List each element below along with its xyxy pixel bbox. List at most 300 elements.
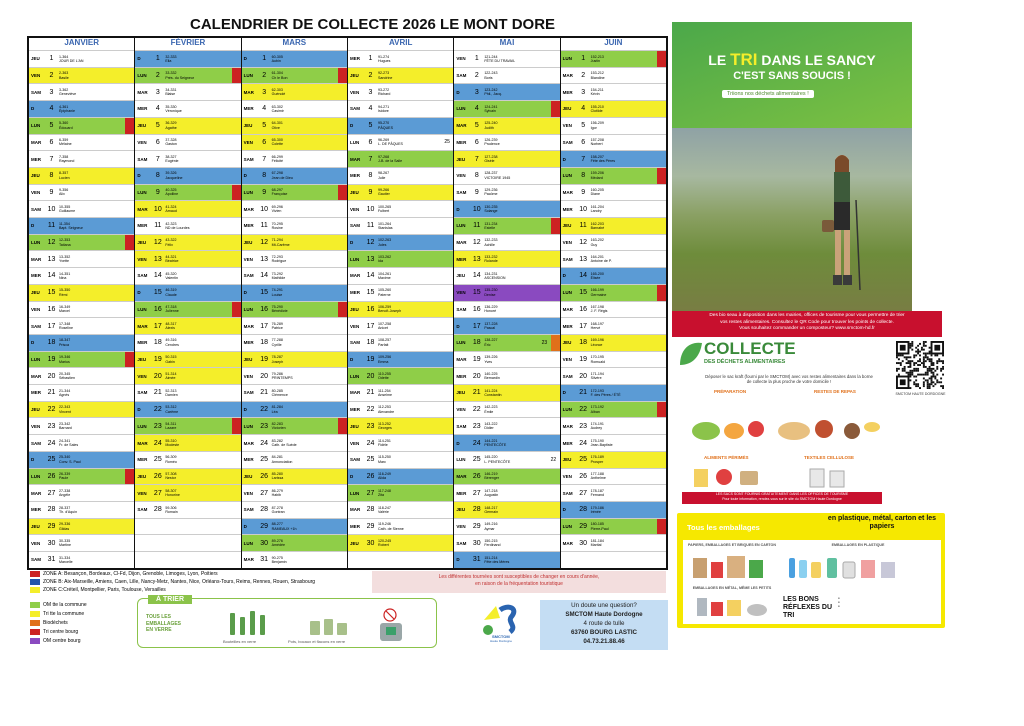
week-number: 23	[542, 335, 551, 351]
collecte-text	[694, 374, 884, 384]
day-row	[242, 468, 347, 485]
qr-code-icon[interactable]	[896, 341, 944, 389]
day-info	[272, 151, 347, 167]
weekday: VEN	[454, 285, 469, 301]
day-info	[378, 519, 453, 535]
day-row	[561, 200, 666, 217]
weekday: SAM	[454, 302, 469, 318]
weekday: MER	[454, 251, 469, 267]
day-count: 136-229	[484, 305, 498, 310]
saint-name: Conv. S. Paul	[59, 459, 81, 464]
day-count: 179-186	[590, 505, 604, 510]
saint-name: Cath. de Sienne	[377, 526, 404, 531]
day-count: 97-268	[377, 154, 390, 159]
day-row	[454, 50, 559, 67]
weekday: JEU	[29, 519, 44, 535]
day-count: 131-234	[484, 221, 498, 226]
weekday: MER	[29, 385, 44, 401]
day-info	[484, 485, 559, 501]
day-info	[272, 201, 347, 217]
day-count: 125-240	[484, 121, 498, 126]
day-row	[454, 417, 559, 434]
day-row	[242, 217, 347, 234]
day-number: 14	[44, 268, 59, 284]
day-count: 9-356	[59, 188, 69, 193]
empty-day	[135, 518, 240, 535]
month-name: JUIN	[604, 38, 623, 47]
day-row	[561, 234, 666, 251]
day-info	[591, 285, 657, 301]
saint-name: Olive	[271, 125, 280, 130]
day-row	[135, 267, 240, 284]
saint-name: Barnabé	[590, 225, 605, 230]
day-count: 1-364	[59, 54, 69, 59]
days-list	[348, 50, 453, 568]
day-row	[242, 267, 347, 284]
saint-name: Antoine de P.	[590, 259, 612, 264]
weekday: JEU	[348, 185, 363, 201]
saint-name: Félix	[165, 242, 173, 247]
day-number: 25	[469, 452, 484, 468]
day-row	[29, 117, 134, 134]
day-count: 47-318	[165, 305, 177, 310]
day-count: 70-295	[271, 221, 283, 226]
day-info	[165, 185, 231, 201]
saint-name: Blaise	[165, 92, 176, 97]
day-count: 151-214	[484, 555, 498, 560]
saint-name: Carême	[165, 409, 179, 414]
legend-text: Tri tte la commune	[43, 610, 85, 617]
saint-name: Rosine	[271, 225, 283, 230]
month-name: JANVIER	[64, 38, 99, 47]
day-count: 148-217	[484, 505, 498, 510]
day-row	[29, 451, 134, 468]
day-count: 12-353	[59, 238, 71, 243]
day-row	[454, 100, 559, 117]
saint-name: Marcel	[59, 309, 70, 314]
day-number: 8	[363, 168, 378, 184]
day-row	[29, 484, 134, 501]
weekday: MER	[242, 335, 257, 351]
day-count: 69-296	[271, 204, 283, 209]
day-row	[561, 534, 666, 551]
weekday: SAM	[348, 452, 363, 468]
tip-bullet-1: ●	[838, 596, 840, 600]
weekday: MER	[348, 51, 363, 67]
saint-name: ND de Lourdes	[165, 225, 190, 230]
weekday: MAR	[242, 201, 257, 217]
saint-name: ASCENSION	[484, 275, 506, 280]
day-number: 6	[469, 135, 484, 151]
weekday: LUN	[348, 368, 363, 384]
redbox-line-1: Des bio seau à disposition dans les mairies, offices de tourisme pour vous permettre de trier	[709, 313, 905, 318]
day-count: 166-199	[590, 288, 604, 293]
day-info	[591, 235, 666, 251]
day-info	[59, 302, 134, 318]
saint-name: Boris	[484, 75, 493, 80]
saint-name: Fête des Mères	[484, 559, 510, 564]
saint-name: Roseline	[59, 326, 73, 331]
day-number: 15	[363, 285, 378, 301]
day-info	[272, 185, 338, 201]
day-row	[348, 217, 453, 234]
day-number: 20	[576, 368, 591, 384]
day-number: 14	[150, 268, 165, 284]
saint-name: Aimée	[165, 376, 176, 381]
day-count: 29-336	[59, 522, 71, 527]
day-info	[484, 235, 559, 251]
day-count: 177-188	[590, 472, 604, 477]
day-row	[454, 301, 559, 318]
day-row	[348, 367, 453, 384]
day-count: 63-302	[271, 104, 283, 109]
day-count: 50-315	[165, 355, 177, 360]
saint-name: JOUR DE L'AN	[59, 58, 84, 63]
saint-name: Véronique	[165, 108, 182, 113]
weekday: D	[242, 285, 257, 301]
day-count: 111-254	[377, 388, 391, 393]
day-info	[165, 452, 240, 468]
weekday: SAM	[454, 68, 469, 84]
weekday: LUN	[348, 485, 363, 501]
day-count: 153-212	[590, 71, 604, 76]
day-row	[29, 551, 134, 568]
day-number: 14	[363, 268, 378, 284]
qr-area	[893, 338, 948, 418]
day-count: 57-308	[165, 472, 177, 477]
poster-title-tri: TRI	[730, 50, 758, 69]
day-row	[454, 317, 559, 334]
saint-name: Anicet	[377, 326, 388, 331]
weekday: D	[135, 168, 150, 184]
note-line-1: Les différentes tournées sont susceptibles de changer en cours d'année,	[438, 574, 600, 580]
saint-name: Augustin	[484, 493, 499, 498]
day-count: 174-191	[590, 422, 604, 426]
weekday: MER	[454, 368, 469, 384]
legend-text: Tri centre bourg	[43, 628, 79, 635]
day-row	[135, 334, 240, 351]
day-number: 11	[44, 218, 59, 234]
day-info	[165, 151, 240, 167]
day-number: 26	[44, 469, 59, 485]
day-info	[378, 285, 453, 301]
day-number: 21	[363, 385, 378, 401]
day-info	[591, 168, 657, 184]
collecte-text-1: Déposer le sac kraft (fourni par le SMCTOM) avec vos restes alimentaires dans la borne	[705, 374, 873, 379]
collection-marker	[338, 302, 347, 318]
day-row	[561, 334, 666, 351]
zone-item	[30, 586, 370, 594]
day-info	[591, 218, 666, 234]
day-count: 90-275	[271, 555, 283, 560]
weekday: SAM	[242, 151, 257, 167]
saint-name: Rolande	[484, 259, 498, 264]
saint-name: Jacqueline	[165, 175, 183, 180]
saint-name: Achille	[484, 242, 495, 247]
food-icons	[684, 407, 884, 453]
day-number: 22	[257, 402, 272, 418]
day-number: 19	[576, 352, 591, 368]
day-count: 87-278	[271, 505, 283, 510]
saint-name: Solange	[484, 209, 498, 214]
saint-name: Stanislas	[377, 225, 393, 230]
day-row	[561, 50, 666, 67]
saint-name: Igor	[590, 125, 597, 130]
weekday: SAM	[454, 185, 469, 201]
day-count: 119-246	[377, 522, 391, 527]
day-number: 1	[44, 51, 59, 67]
day-row	[29, 83, 134, 100]
day-number: 21	[469, 385, 484, 401]
day-info	[591, 51, 657, 67]
weekday: LUN	[29, 235, 44, 251]
day-row	[348, 117, 453, 134]
day-info	[378, 402, 453, 418]
day-number: 21	[576, 385, 591, 401]
day-info	[484, 385, 559, 401]
saint-name: Agnès	[59, 392, 70, 397]
day-row	[29, 100, 134, 117]
weekday: MER	[242, 452, 257, 468]
day-info	[272, 302, 338, 318]
saint-name: Guy	[590, 242, 598, 247]
day-info	[591, 485, 666, 501]
weekday: D	[348, 118, 363, 134]
day-number: 16	[469, 302, 484, 318]
day-info	[272, 469, 347, 485]
saint-name: Patrice	[271, 326, 283, 331]
saint-name: Fulbert	[377, 209, 390, 214]
day-info	[272, 235, 347, 251]
day-number: 8	[469, 168, 484, 184]
day-count: 128-237	[484, 171, 498, 176]
day-row	[135, 484, 240, 501]
day-count: 117-248	[377, 488, 391, 493]
weekday: SAM	[242, 268, 257, 284]
saint-name: Norbert	[590, 142, 603, 147]
weekday: JEU	[454, 502, 469, 518]
day-info	[59, 335, 134, 351]
day-info	[591, 352, 666, 368]
day-info	[484, 302, 559, 318]
day-number: 19	[44, 352, 59, 368]
day-info	[272, 385, 347, 401]
day-row	[561, 434, 666, 451]
poster-title-sancy: DANS LE SANCY	[761, 52, 876, 68]
weekday: MAR	[454, 235, 469, 251]
weekday: LUN	[561, 51, 576, 67]
day-row	[29, 468, 134, 485]
day-row	[29, 234, 134, 251]
day-row	[242, 200, 347, 217]
day-info	[378, 251, 453, 267]
day-count: 150-215	[484, 538, 498, 543]
weekday: MAR	[242, 84, 257, 100]
day-number: 7	[257, 151, 272, 167]
day-info	[59, 151, 134, 167]
touristic-note	[372, 571, 666, 593]
day-number: 23	[257, 418, 272, 434]
saint-name: Habib	[271, 493, 282, 498]
day-info	[272, 452, 347, 468]
day-count: 66-299	[271, 154, 283, 159]
day-number: 10	[150, 201, 165, 217]
day-info	[378, 535, 453, 551]
day-info	[59, 385, 134, 401]
day-row	[135, 434, 240, 451]
weekday: MAR	[348, 385, 363, 401]
day-info	[59, 485, 134, 501]
weekday: LUN	[454, 101, 469, 117]
day-number: 7	[576, 151, 591, 167]
day-row	[242, 67, 347, 84]
glass-caption-2: Pots, bocaux et flacons en verre	[288, 639, 346, 644]
day-count: 106-259	[377, 305, 392, 310]
weekday: LUN	[242, 535, 257, 551]
weekday: JEU	[454, 385, 469, 401]
day-info	[165, 135, 240, 151]
zone-item	[30, 578, 370, 586]
day-info	[59, 168, 134, 184]
day-count: 8-357	[59, 171, 69, 176]
day-count: 102-263	[377, 238, 392, 243]
weekday: LUN	[561, 168, 576, 184]
collecte-foot-1: LES SACS SONT FOURNIS GRATUITEMENT DANS LES OFFICES DE TOURISME	[715, 492, 849, 496]
day-count: 72-293	[271, 254, 283, 259]
day-number: 24	[44, 435, 59, 451]
day-row	[454, 234, 559, 251]
day-number: 24	[363, 435, 378, 451]
day-number: 7	[469, 151, 484, 167]
day-count: 28-337	[59, 505, 71, 510]
day-row	[561, 317, 666, 334]
day-row	[135, 150, 240, 167]
food-waste-flyer	[674, 337, 888, 507]
day-number: 2	[363, 68, 378, 84]
day-number: 6	[257, 135, 272, 151]
saint-name: Vivien	[271, 209, 282, 214]
day-info	[59, 84, 134, 100]
weekday: MAR	[242, 552, 257, 568]
day-count: 46-319	[165, 288, 177, 293]
weekday: D	[561, 385, 576, 401]
day-info	[272, 519, 347, 535]
day-count: 86-279	[271, 488, 283, 493]
weekday: JEU	[29, 51, 44, 67]
day-count: 175-190	[590, 438, 604, 443]
day-row	[348, 184, 453, 201]
saint-name: Landry	[590, 209, 602, 214]
day-info	[378, 84, 453, 100]
weekday: VEN	[242, 251, 257, 267]
day-count: 127-238	[484, 154, 498, 159]
saint-name: Apolline	[165, 192, 179, 197]
qr-org: SMCTOM HAUTE DORDOGNE	[895, 392, 946, 396]
day-info	[272, 352, 347, 368]
weekday: SAM	[561, 135, 576, 151]
day-number: 3	[44, 84, 59, 100]
saint-name: Emma	[377, 359, 389, 364]
day-row	[454, 167, 559, 184]
saint-name: Julienne	[165, 309, 179, 314]
day-number: 16	[150, 302, 165, 318]
collection-marker	[551, 101, 560, 117]
saint-name: Mélaine	[59, 142, 72, 147]
weekday: LUN	[348, 135, 363, 151]
day-count: 105-260	[377, 288, 392, 293]
day-number: 17	[257, 318, 272, 334]
day-info	[378, 168, 453, 184]
saint-name: Épiphanie	[59, 108, 75, 113]
saint-name: Nina	[59, 275, 67, 280]
day-info	[272, 402, 347, 418]
weekday: VEN	[135, 485, 150, 501]
day-row	[135, 67, 240, 84]
legend-item	[30, 609, 87, 618]
day-number: 6	[150, 135, 165, 151]
day-info	[484, 118, 559, 134]
day-info	[378, 352, 453, 368]
day-count: 84-281	[271, 455, 283, 460]
weekday: D	[29, 452, 44, 468]
day-info	[59, 318, 134, 334]
day-row	[135, 384, 240, 401]
day-number: 14	[469, 268, 484, 284]
weekday: LUN	[135, 302, 150, 318]
weekday: D	[29, 101, 44, 117]
collection-marker	[551, 335, 560, 351]
day-count: 88-277	[271, 522, 283, 527]
day-info	[591, 519, 657, 535]
saint-name: Émile	[484, 409, 494, 414]
collection-marker	[125, 235, 134, 251]
day-count: 58-307	[165, 488, 177, 493]
day-info	[165, 101, 240, 117]
saint-name: Ferdinand	[484, 543, 501, 548]
weekday: MER	[454, 485, 469, 501]
day-count: 137-228	[484, 321, 498, 326]
day-info	[59, 368, 134, 384]
day-count: 107-258	[377, 321, 392, 326]
day-info	[165, 435, 240, 451]
day-row	[348, 234, 453, 251]
saint-name: Parfait	[377, 342, 389, 347]
day-count: 42-323	[165, 221, 177, 226]
day-info	[378, 218, 453, 234]
weekday: VEN	[454, 51, 469, 67]
saint-name: Martial	[590, 543, 602, 548]
weekday: MAR	[454, 352, 469, 368]
day-row	[561, 401, 666, 418]
day-count: 64-301	[271, 121, 283, 126]
contact-line-1: Un doute une question?	[571, 602, 637, 609]
day-number: 1	[257, 51, 272, 67]
day-info	[378, 385, 453, 401]
trier-header: À TRIER	[148, 595, 192, 604]
day-count: 100-265	[377, 204, 392, 209]
calendar-grid	[27, 36, 668, 570]
day-row	[135, 117, 240, 134]
day-count: 145-220	[484, 455, 498, 460]
day-info	[484, 352, 559, 368]
day-number: 2	[576, 68, 591, 84]
day-count: 138-227	[484, 338, 498, 343]
day-info	[484, 318, 559, 334]
saint-name: Eugénie	[165, 159, 179, 164]
day-info	[165, 168, 240, 184]
day-number: 28	[44, 502, 59, 518]
day-info	[591, 84, 666, 100]
